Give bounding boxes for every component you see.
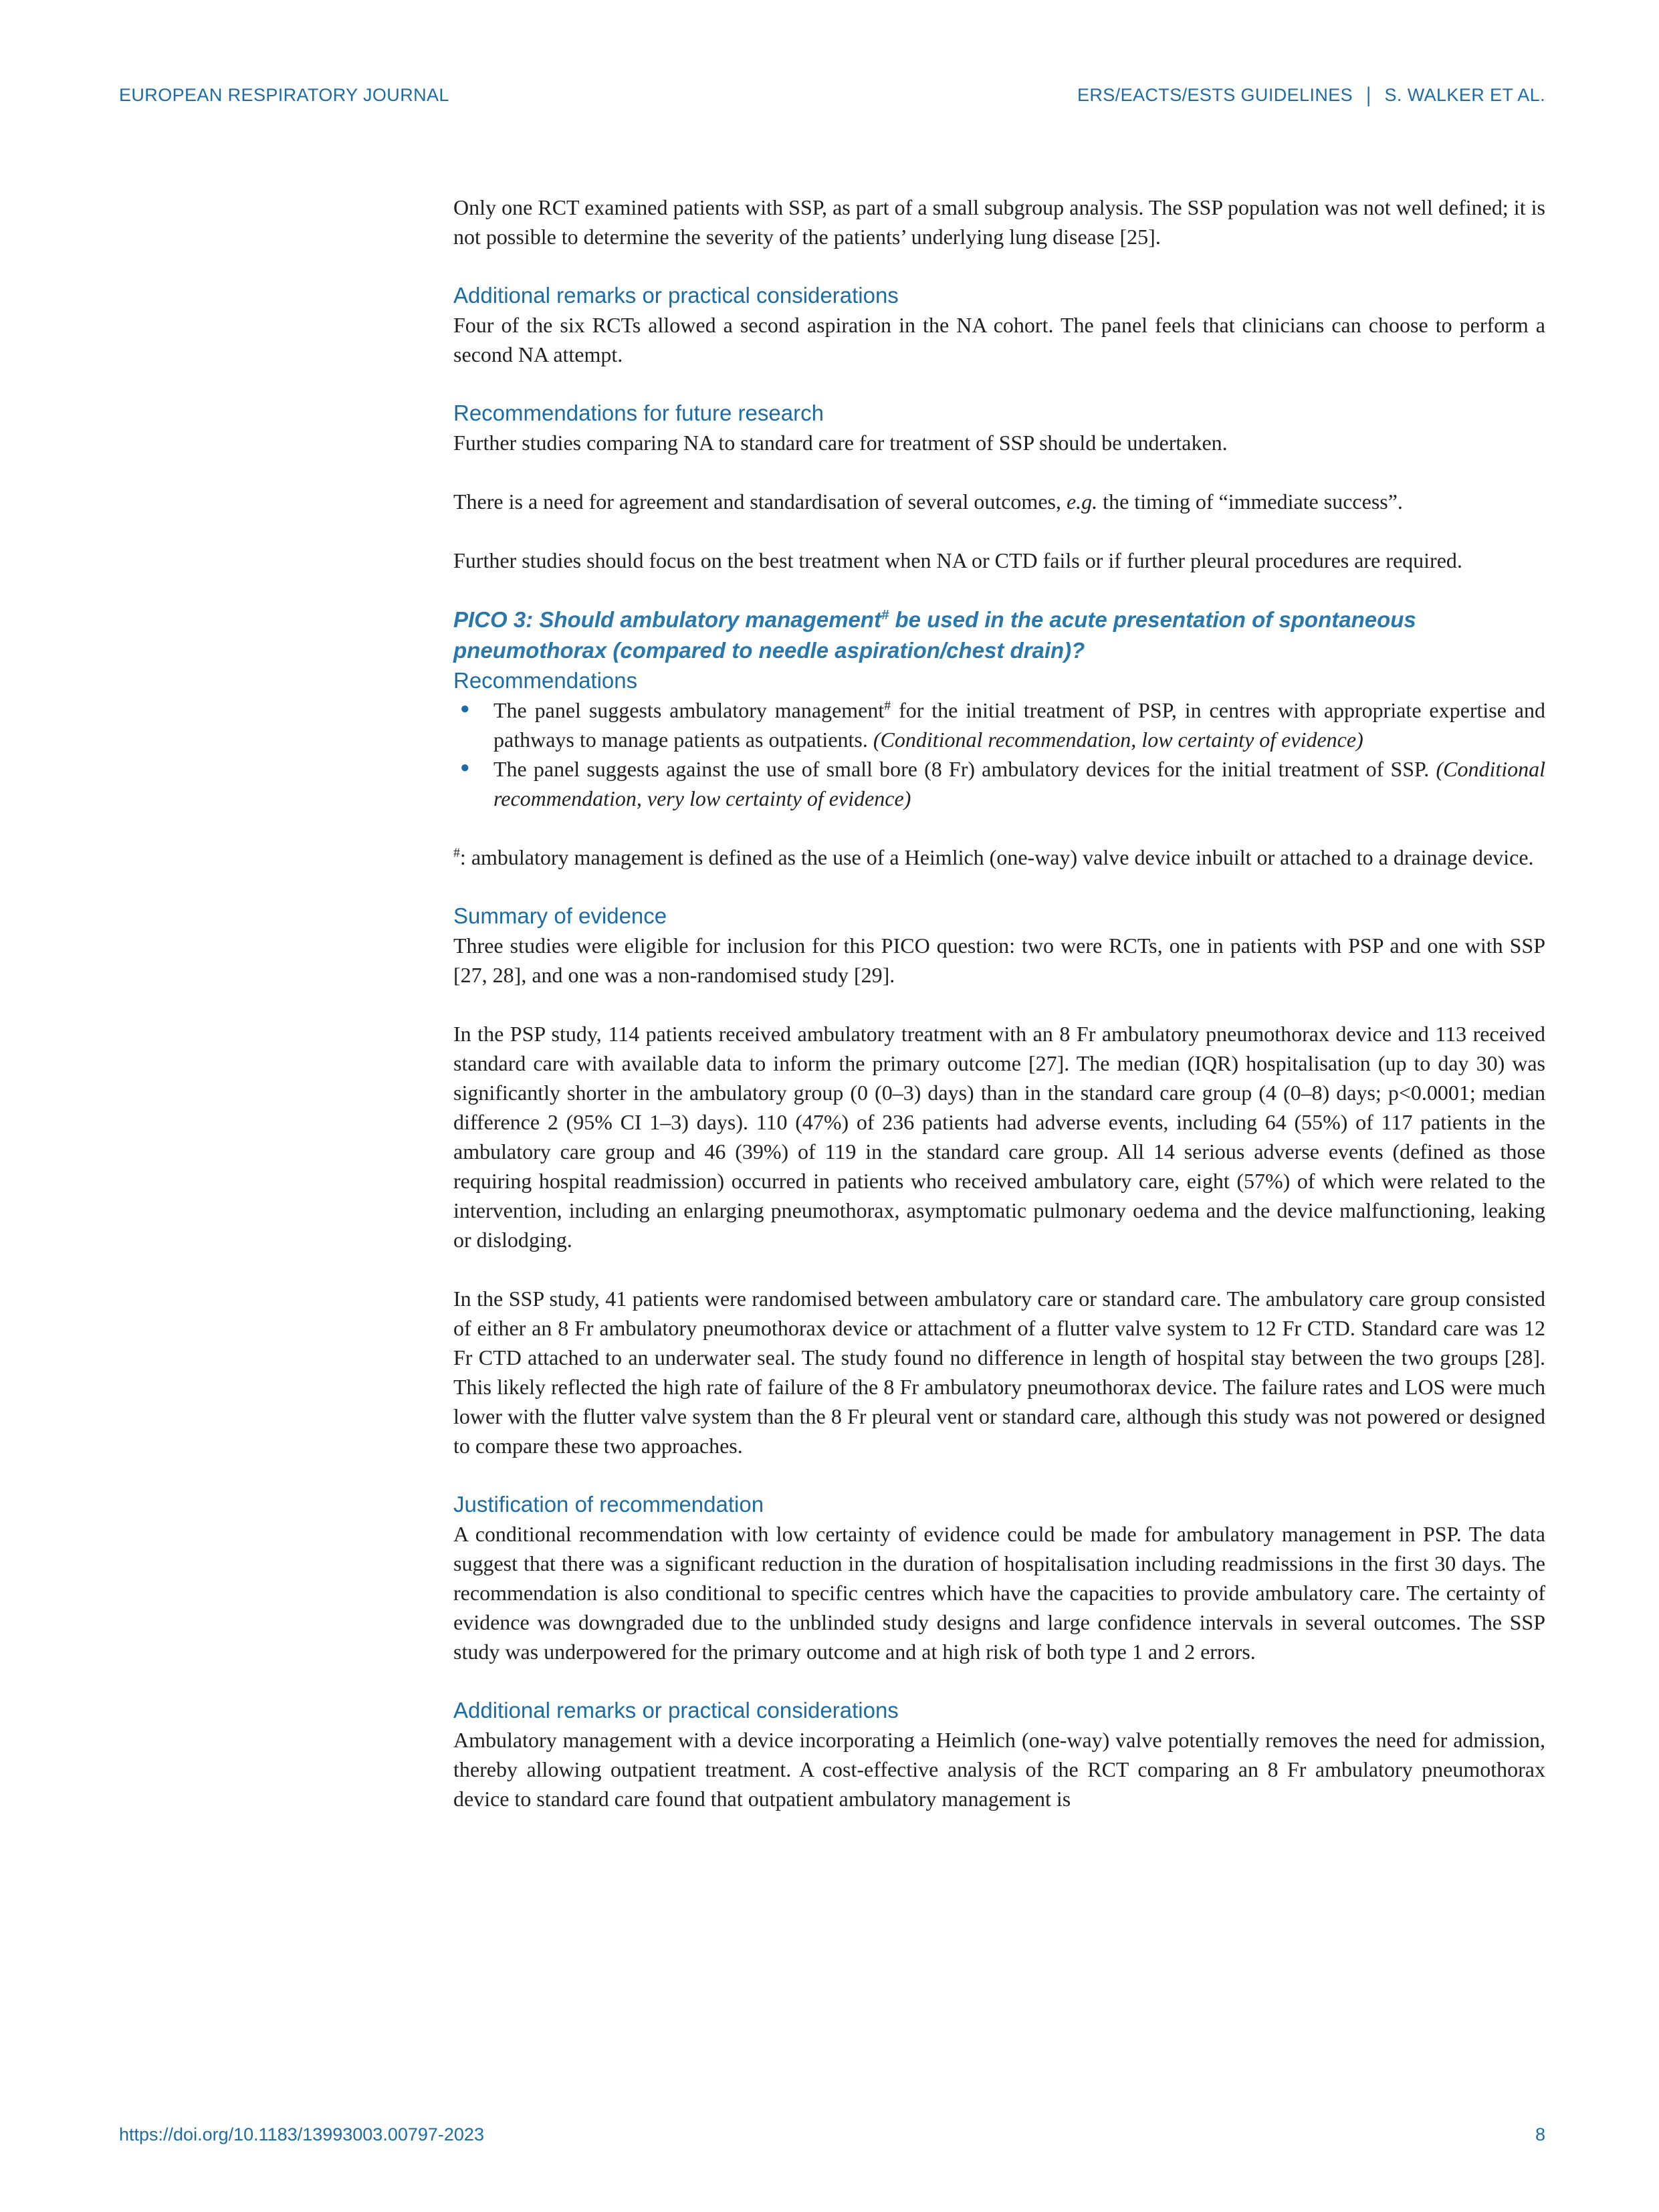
paragraph-further-studies: Further studies comparing NA to standard care for treatment of SSP should be undertaken.	[453, 431, 1228, 455]
bullet-icon: ●	[460, 759, 470, 776]
section-heading-additional-remarks-2: Additional remarks or practical considerations	[453, 1698, 899, 1723]
section-heading-justification: Justification of recommendation	[453, 1492, 764, 1517]
section-heading-additional-remarks-1: Additional remarks or practical considerations	[453, 283, 899, 308]
paragraph-best-treatment: Further studies should focus on the best treatment when NA or CTD fails or if further pleural procedures are required.	[453, 548, 1462, 572]
doi-link[interactable]: https://doi.org/10.1183/13993003.00797-2023	[119, 2124, 484, 2144]
section-heading-summary-of-evidence: Summary of evidence	[453, 903, 667, 928]
guidelines-label: ERS/EACTS/ESTS GUIDELINES	[1077, 85, 1353, 105]
page-number: 8	[1535, 2124, 1545, 2144]
page-footer	[119, 2124, 1545, 2145]
paragraph-ssp-rct: Only one RCT examined patients with SSP, as part of a small subgroup analysis. The SSP population was not well defined; it is not possible to determine the severity of the patients’ underlying lung disease [25].	[453, 195, 1545, 249]
paragraph-justification: A conditional recommendation with low certainty of evidence could be made for ambulatory management in PSP. The data suggest that there was a significant reduction in the duration of hospitalisation including readmissions in the first 30 days. The recommendation is also conditional to specific centres which have the capacities to provide ambulatory care. The certainty of evidence was downgraded due to the unblinded study designs and large confidence intervals in several outcomes. The SSP study was underpowered for the primary outcome and at high risk of both type 1 and 2 errors.	[453, 1522, 1545, 1664]
recommendation-2-text: The panel suggests against the use of small bore (8 Fr) ambulatory devices for the initial treatment of SSP. (Conditional recommendation, very low certainty of evidence)	[493, 757, 1545, 810]
article-body	[453, 193, 1545, 1813]
running-header-right	[1077, 84, 1545, 106]
section-heading-future-research: Recommendations for future research	[453, 401, 824, 425]
paragraph-standardisation: There is a need for agreement and standardisation of several outcomes, e.g. the timing of “immediate success”.	[453, 489, 1403, 514]
pico3-question-heading: PICO 3: Should ambulatory management# be used in the acute presentation of spontaneous pneumothorax (compared to needle aspiration/chest drain)?	[453, 607, 1416, 663]
paragraph-three-studies: Three studies were eligible for inclusion for this PICO question: two were RCTs, one in patients with PSP and one with SSP [27, 28], and one was a non-randomised study [29].	[453, 933, 1545, 987]
header-divider: |	[1366, 83, 1371, 107]
bullet-icon: ●	[460, 700, 470, 717]
running-header	[119, 84, 1545, 106]
list-item-recommendation-2	[453, 754, 1545, 813]
paragraph-heimlich-valve: Ambulatory management with a device incorporating a Heimlich (one-way) valve potentially removes the need for admission, thereby allowing outpatient treatment. A cost-effective analysis of the RCT comparing an 8 Fr ambulatory pneumothorax device to standard care found that outpatient ambulatory management is	[453, 1728, 1545, 1811]
section-heading-recommendations: Recommendations	[453, 668, 638, 693]
recommendations-list	[453, 695, 1545, 813]
paragraph-second-aspiration: Four of the six RCTs allowed a second aspiration in the NA cohort. The panel feels that clinicians can choose to perform a second NA attempt.	[453, 313, 1545, 366]
paragraph-ssp-study: In the SSP study, 41 patients were randomised between ambulatory care or standard care. The ambulatory care group consisted of either an 8 Fr ambulatory pneumothorax device or attachment of a flutter valve system to 12 Fr CTD. Standard care was 12 Fr CTD attached to an underwater seal. The study found no difference in length of hospital stay between the two groups [28]. This likely reflected the high rate of failure of the 8 Fr ambulatory pneumothorax device. The failure rates and LOS were much lower with the flutter valve system than the 8 Fr pleural vent or standard care, although this study was not powered or designed to compare these two approaches.	[453, 1287, 1545, 1458]
footnote-ambulatory-definition: #: ambulatory management is defined as the use of a Heimlich (one-way) valve device inbuilt or attached to a drainage device.	[453, 845, 1534, 869]
list-item-recommendation-1	[453, 695, 1545, 754]
authors-label: S. WALKER ET AL.	[1384, 85, 1545, 105]
paragraph-psp-study: In the PSP study, 114 patients received ambulatory treatment with an 8 Fr ambulatory pneumothorax device and 113 received standard care with available data to inform the primary outcome [27]. The median (IQR) hospitalisation (up to day 30) was significantly shorter in the ambulatory group (0 (0–3) days) than in the standard care group (4 (0–8) days; p<0.0001; median difference 2 (95% CI 1–3) days). 110 (47%) of 236 patients had adverse events, including 64 (55%) of 117 patients in the ambulatory care group and 46 (39%) of 119 in the standard care group. All 14 serious adverse events (defined as those requiring hospital readmission) occurred in patients who received ambulatory care, eight (57%) of which were related to the intervention, including an enlarging pneumothorax, asymptomatic pulmonary oedema and the device malfunctioning, leaking or dislodging.	[453, 1022, 1545, 1252]
recommendation-1-text: The panel suggests ambulatory management# for the initial treatment of PSP, in centres with appropriate expertise and pathways to manage patients as outpatients. (Conditional recommendation, low certainty of evidence)	[493, 698, 1546, 752]
journal-title: EUROPEAN RESPIRATORY JOURNAL	[119, 85, 449, 105]
